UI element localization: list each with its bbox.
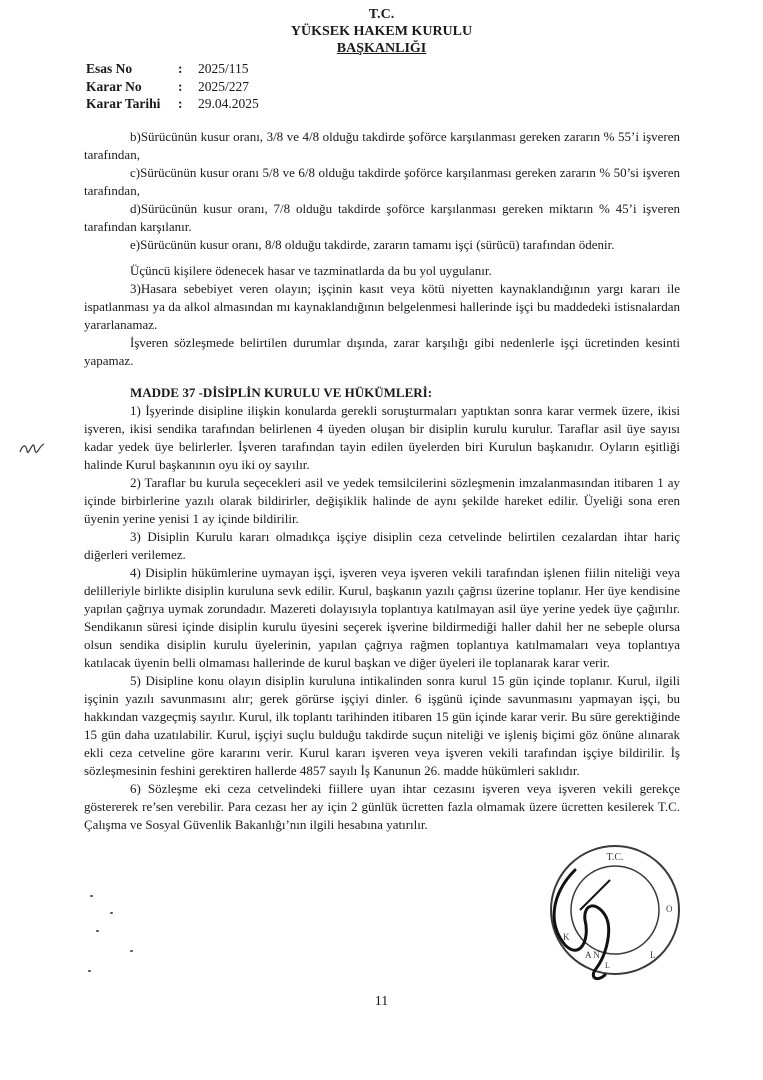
svg-text:O: O: [666, 904, 673, 914]
document-body: [84, 128, 680, 834]
paragraph: b)Sürücünün kusur oranı, 3/8 ve 4/8 olduğu takdirde şoförce karşılanması gereken zararın % 55’i işveren tarafından,: [84, 129, 680, 162]
svg-text:A N: A N: [585, 950, 600, 960]
article-paragraph: 6) Sözleşme eki ceza cetvelindeki fiillere uyan ihtar cezasını işveren veya işveren vekili gerekçe göstererek re’sen verebilir. Para cezası her ay için 2 günlük ücretten fazla olmamak üzere ücretten kesilerek T.C. Çalışma ve Sosyal Güvenlik Bakanlığı’nın ilgili hesabına yatırılır.: [84, 781, 680, 832]
meta-row-tarih: [86, 95, 259, 113]
margin-initial-mark: [18, 440, 46, 458]
paragraph: İşveren sözleşmede belirtilen durumlar dışında, zarar karşılığı gibi nedenlerle işçi ücretinden kesinti yapamaz.: [84, 335, 680, 368]
scan-speck: [130, 950, 133, 952]
meta-value: 29.04.2025: [198, 96, 259, 111]
paragraph: 3)Hasara sebebiyet veren olayın; işçinin kasıt veya kötü niyetten kaynaklandığının yargı kararı ile ispatlanması ya da alkol almasından mı kaynaklandığının belgelenmesi hallerinde işçi bu maddedeki istisnalardan yararlanamaz.: [84, 281, 680, 332]
article-paragraph: 3) Disiplin Kurulu kararı olmadıkça işçiye disiplin ceza cetvelinde belirtilen cezalardan ihtar hariç diğerleri verilemez.: [84, 529, 680, 562]
header-institution: YÜKSEK HAKEM KURULU: [290, 24, 473, 39]
scan-speck: [96, 930, 99, 932]
article-paragraph: 5) Disipline konu olayın disiplin kuruluna intikalinden sonra kurul 15 gün içinde toplanır. Kurul, ilgili işçinin yazılı savunmasını alır; gerek görürse işçiyi dinler. 6 işgünü içinde savunmasını yapmayan işçi, bu hakkından vazgeçmiş sayılır. Kurul, ilk toplantı tarihinden itibaren 15 gün içinde karar verir. Bu süre gerektiğinde 15 gün daha uzatılabilir. Kurul, işçiyi suçlu bulduğu takdirde suçun niteliği ve işleniş biçimi göz önüne alınarak ekli ceza cetveline göre kararını verir. Kurul kararı işveren veya işveren vekili tarafından işçiye bildirilir. İş sözleşmesinin feshini gerektiren hallerde 4857 sayılı İş Kanunun 26. madde hükümleri saklıdır.: [84, 673, 680, 778]
header-office: BAŞKANLIĞI: [336, 41, 427, 56]
meta-colon: :: [178, 78, 183, 94]
meta-label: Karar Tarihi: [86, 96, 161, 111]
svg-text:K: K: [563, 932, 570, 942]
article-paragraph: 1) İşyerinde disipline ilişkin konularda gerekli soruşturmaları yaptıktan sonra karar vermek üzere, ikisi işveren, ikisi sendika tarafından belirlenen 4 üyeden oluşan bir disiplin kurulu kurulur. Taraflar asil üye sayısı kadar yedek üye belirlerler. İşveren tarafından tayin edilen üyelerden biri Kurulun başkanıdır. Oyların eşitliği halinde Kurul başkanının oyu iki oy sayılır.: [84, 403, 680, 472]
case-meta: [86, 60, 259, 113]
paragraph: d)Sürücünün kusur oranı, 7/8 olduğu takdirde şoförce karşılanması gereken miktarın % 45’i işveren tarafından karşılanır.: [84, 201, 680, 234]
meta-row-esas: [86, 60, 259, 78]
article-paragraph: 4) Disiplin hükümlerine uymayan işçi, işveren veya işveren vekili tarafından işlenen fiilin niteliği veya delilleriyle birlikte disiplin kuruluna sevk edilir. Kurul, başkanın yazılı çağrısı üzerine toplanır. Her üye kendisine yapılan çağrıya uymak zorundadır. Mazereti dolayısıyla toplantıya katılmayan asil üye yerine yedek üye çağırılır. Sendikanın süresi içinde disiplin kurulu üyesini seçerek işverine bildirmediği haller dahil her ne sebeple olursa olsun sendika disiplin kurulu üyelerinin, yapılan çağrıya rağmen toplantıya katılmamaları veya toplantıya katılacak üyenin belli olmaması hallerinde de kurul başkan ve diğer üyeleri ile toplanarak karar verir.: [84, 565, 680, 670]
svg-text:L: L: [605, 961, 610, 970]
meta-row-karar: [86, 78, 259, 96]
scan-speck: [90, 895, 93, 897]
meta-label: Karar No: [86, 78, 142, 94]
meta-value: 2025/115: [198, 61, 249, 76]
signature: [535, 860, 655, 990]
article-paragraph: 2) Taraflar bu kurula seçecekleri asil ve yedek temsilcilerini sözleşmenin imzalanmasından itibaren 1 ay içinde birbirlerine yazılı olarak bildirirler, değişiklik halinde de aynı şekilde hareket edilir. Üyeliği sona eren üyenin yerine yenisi 1 ay içinde bildirilir.: [84, 475, 680, 526]
paragraph: e)Sürücünün kusur oranı, 8/8 olduğu takdirde, zararın tamamı işçi (sürücü) tarafından ödenir.: [130, 237, 615, 252]
article-title: MADDE 37 -DİSİPLİN KURULU VE HÜKÜMLERİ:: [130, 385, 433, 400]
meta-value: 2025/227: [198, 78, 250, 94]
svg-text:T.C.: T.C.: [606, 852, 624, 863]
scan-speck: [88, 970, 91, 972]
meta-colon: :: [178, 96, 183, 111]
meta-label: Esas No: [86, 61, 133, 76]
scan-speck: [110, 912, 113, 914]
paragraph: Üçüncü kişilere ödenecek hasar ve tazminatlarda da bu yol uygulanır.: [130, 263, 492, 278]
svg-text:L: L: [650, 950, 656, 960]
page-number: 11: [374, 994, 389, 1009]
document-header: [0, 6, 763, 57]
paragraph: c)Sürücünün kusur oranı 5/8 ve 6/8 olduğu takdirde şoförce karşılanması gereken zararın % 50’si işveren tarafından,: [84, 165, 680, 198]
meta-colon: :: [178, 61, 183, 76]
header-country: T.C.: [368, 7, 395, 22]
